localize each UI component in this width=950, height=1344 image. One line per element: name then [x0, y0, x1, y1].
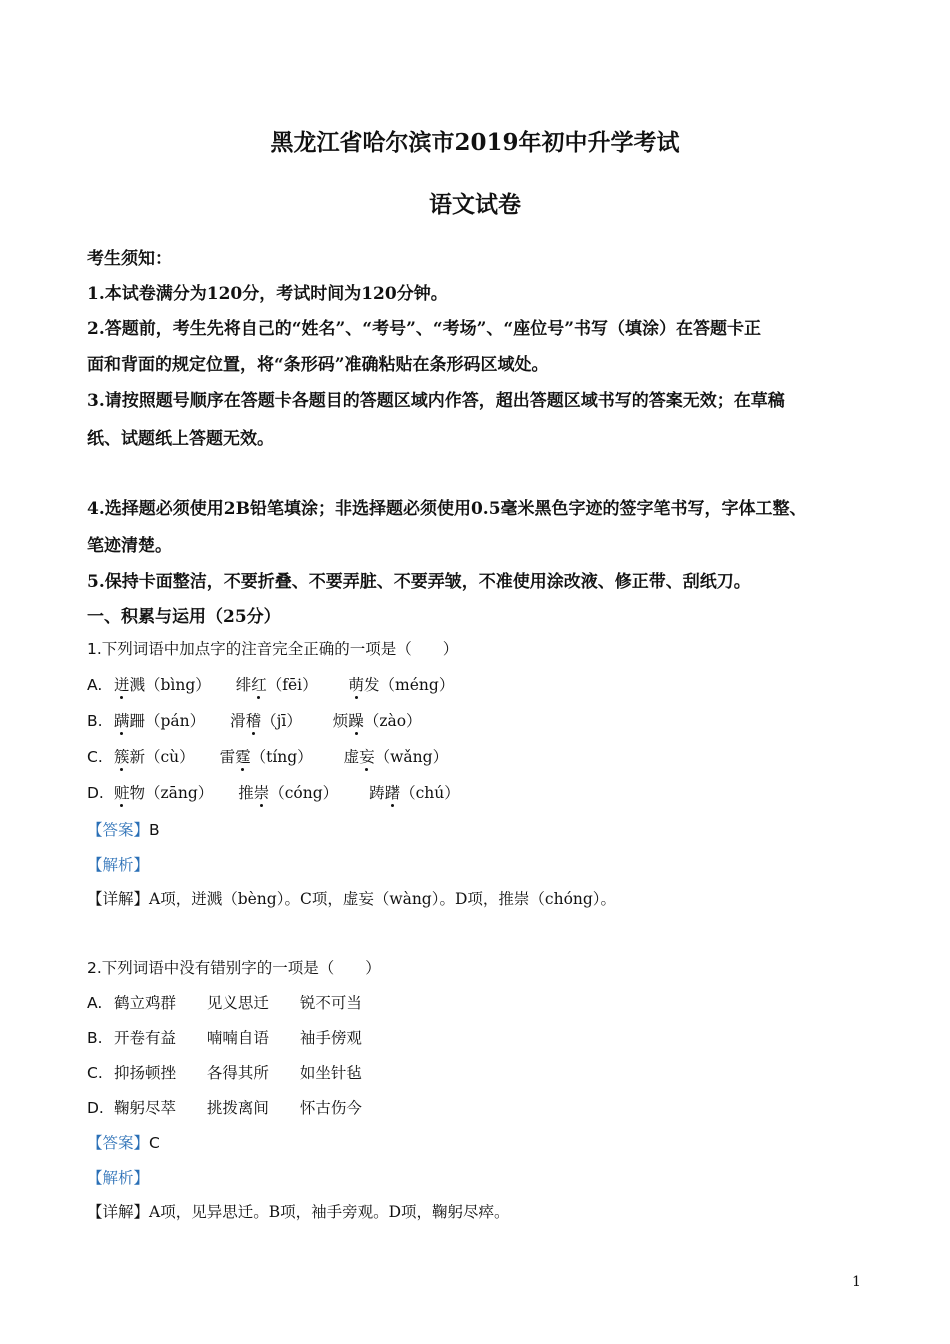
option-word: 烦躁（zào）	[332, 712, 422, 730]
option-word: 鞠躬尽萃	[113, 1099, 176, 1117]
answer-value: C	[149, 1134, 160, 1152]
notice-line: 5.保持卡面整洁，不要折叠、不要弄脏、不要弄皱，不准使用涂改液、修正带、刮纸刀。	[87, 572, 751, 592]
option-letter: C.	[87, 748, 103, 766]
dotted-char: 蹒	[113, 712, 130, 730]
detail-text: A项，见异思迁。B项，袖手旁观。D项，鞠躬尽瘁。	[149, 1203, 510, 1221]
option-word: 雷霆（tíng）	[219, 748, 313, 766]
dotted-char: 稽	[245, 712, 262, 730]
option-letter: C.	[87, 1064, 103, 1082]
question-number: 2.	[87, 959, 102, 977]
question-text: 下列词语中加点字的注音完全正确的一项是（ ）	[101, 640, 459, 658]
answer-tag: 【答案】	[87, 821, 150, 839]
notice-line: 笔迹清楚。	[87, 536, 172, 556]
question-2-stem	[87, 956, 381, 978]
q2-option-a	[87, 991, 362, 1013]
q2-option-d	[87, 1096, 362, 1118]
option-word: 赃物（zāng）	[113, 784, 214, 802]
q2-analysis-tag: 【解析】	[87, 1169, 150, 1187]
notice-line: 纸、试题纸上答题无效。	[87, 429, 274, 449]
option-word: 虚妄（wǎng）	[343, 748, 449, 766]
q1-detail	[87, 887, 616, 909]
dotted-char: 迸	[113, 676, 130, 694]
option-word: 喃喃自语	[206, 1029, 269, 1047]
option-word: 各得其所	[206, 1064, 269, 1082]
option-word: 簇新（cù）	[113, 748, 195, 766]
option-word: 鹤立鸡群	[113, 994, 176, 1012]
notice-line: 1.本试卷满分为120分，考试时间为120分钟。	[87, 284, 448, 304]
exam-subtitle: 语文试卷	[429, 191, 521, 218]
dotted-char: 霆	[235, 748, 251, 766]
q1-option-a	[87, 673, 454, 695]
option-letter: D.	[87, 1099, 104, 1117]
exam-title: 黑龙江省哈尔滨市2019年初中升学考试	[270, 129, 680, 156]
option-letter: A.	[87, 994, 103, 1012]
q1-option-b	[87, 709, 422, 731]
q1-option-c	[87, 745, 448, 767]
option-word: 推崇（cóng）	[238, 784, 339, 802]
option-letter: B.	[87, 712, 103, 730]
q2-detail	[87, 1200, 510, 1222]
q1-analysis-tag: 【解析】	[87, 856, 150, 874]
section-heading: 一、积累与运用（25分）	[87, 607, 281, 627]
option-letter: B.	[87, 1029, 103, 1047]
dotted-char: 赃	[113, 784, 130, 802]
answer-value: B	[149, 821, 160, 839]
notice-heading: 考生须知：	[87, 249, 172, 269]
question-number: 1.	[87, 640, 102, 658]
detail-tag: 【详解】	[87, 1203, 150, 1221]
notice-line: 面和背面的规定位置，将“条形码”准确粘贴在条形码区域处。	[87, 355, 549, 375]
option-word: 开卷有益	[113, 1029, 176, 1047]
q2-option-b	[87, 1026, 362, 1048]
option-word: 迸溅（bìng）	[113, 676, 211, 694]
question-text: 下列词语中没有错别字的一项是（ ）	[101, 959, 381, 977]
option-word: 滑稽（jī）	[230, 712, 302, 730]
notice-line: 4.选择题必须使用2B铅笔填涂；非选择题必须使用0.5毫米黑色字迹的签字笔书写，字体工整、	[87, 499, 807, 519]
detail-tag: 【详解】	[87, 890, 150, 908]
detail-text: A项，迸溅（bèng）。C项，虚妄（wàng）。D项，推崇（chóng）。	[149, 890, 617, 908]
answer-tag: 【答案】	[87, 1134, 150, 1152]
dotted-char: 躇	[384, 784, 401, 802]
q2-option-c	[87, 1061, 362, 1083]
option-word: 萌发（méng）	[348, 676, 455, 694]
notice-line: 2.答题前，考生先将自己的“姓名”、“考号”、“考场”、“座位号”书写（填涂）在答题卡正	[87, 319, 761, 339]
dotted-char: 簇	[113, 748, 130, 766]
option-word: 如坐针毡	[299, 1064, 362, 1082]
option-word: 挑拨离间	[206, 1099, 269, 1117]
q2-answer	[87, 1131, 160, 1153]
q1-option-d	[87, 781, 460, 803]
dotted-char: 红	[251, 676, 267, 694]
q1-answer	[87, 818, 160, 840]
dotted-char: 崇	[253, 784, 270, 802]
option-word: 怀古伤今	[299, 1099, 362, 1117]
notice-line: 3.请按照题号顺序在答题卡各题目的答题区域内作答，超出答题区域书写的答案无效；在草稿	[87, 391, 785, 411]
option-word: 踌躇（chú）	[369, 784, 460, 802]
option-word: 袖手傍观	[299, 1029, 362, 1047]
option-letter: A.	[87, 676, 103, 694]
dotted-char: 萌	[348, 676, 365, 694]
dotted-char: 躁	[348, 712, 364, 730]
option-letter: D.	[87, 784, 104, 802]
dotted-char: 妄	[359, 748, 375, 766]
option-word: 抑扬顿挫	[113, 1064, 176, 1082]
option-word: 见义思迁	[206, 994, 269, 1012]
option-word: 绯红（fēi）	[235, 676, 318, 694]
option-word: 锐不可当	[299, 994, 362, 1012]
option-word: 蹒跚（pán）	[113, 712, 206, 730]
question-1-stem	[87, 637, 458, 659]
page-number: 1	[852, 1274, 861, 1290]
